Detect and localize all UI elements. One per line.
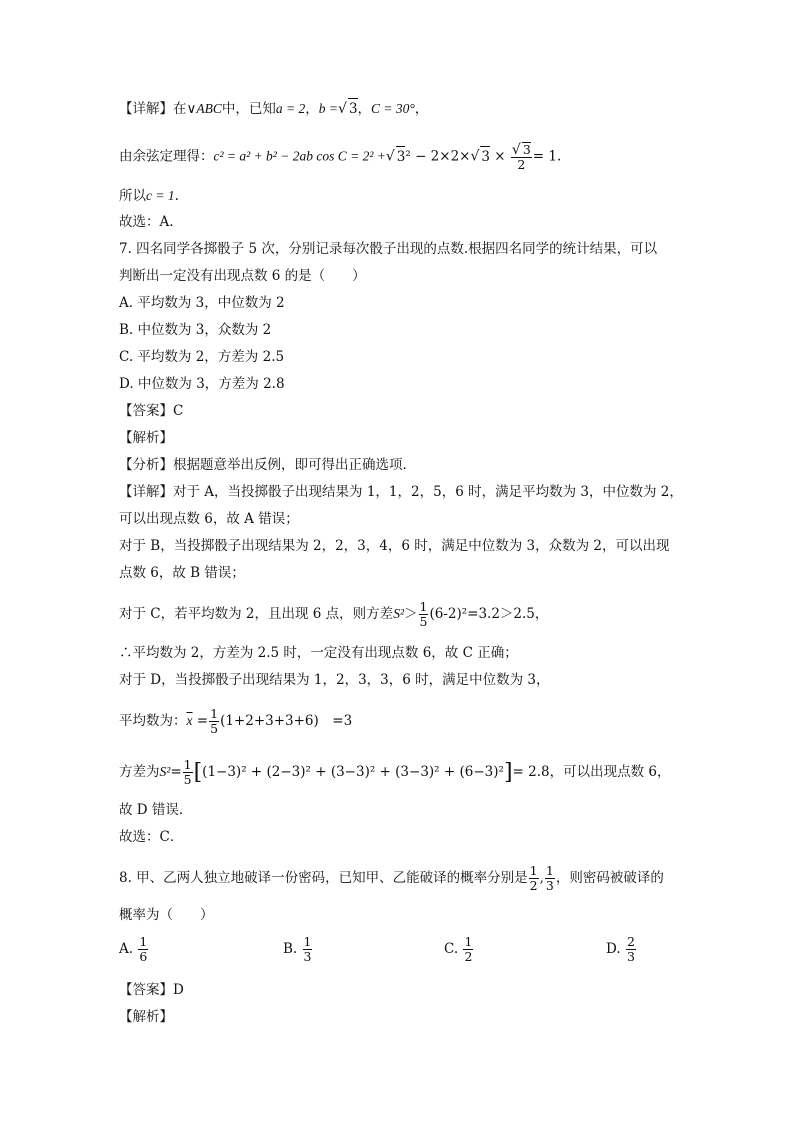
q7-detail-1: 【详解】对于 A，当投掷骰子出现结果为 1，1，2，5，6 时，满足平均数为 3，中位数为 2， xyxy=(119,484,683,500)
q7-option-d: D. 中位数为 3，方差为 2.8 xyxy=(119,376,285,392)
text: 在 xyxy=(173,101,187,117)
q7-answer: 【答案】C xyxy=(119,403,184,419)
eq-sign: = xyxy=(170,764,182,780)
cosine-mid: ² − 2×2× xyxy=(405,148,471,165)
q7-detail-9: 方差为S²= $\frac{1}{5}$ [(1−3)² + (2−3)² + (3−3)² + (3−3)² + (6−3)²]= 2.8，可以出现点数 6， xyxy=(119,757,671,787)
text: 8. 甲、乙两人独立地破译一份密码，已知甲、乙能破译的概率分别是 xyxy=(119,870,528,886)
one-fifth: $\frac{1}{5}$ xyxy=(210,706,219,736)
q7-detail-5 xyxy=(119,600,548,629)
frac-1-3: $\frac{1}{3}$ xyxy=(303,934,312,964)
cosine-lhs: c² = a² + b² − 2ab cos C = 2² + xyxy=(213,148,386,164)
q8-analysis: 【解析】 xyxy=(119,1009,173,1025)
text: ，则密码被破译的 xyxy=(555,870,664,886)
mean-expr: (1+2+3+3+6) =3 xyxy=(220,713,353,729)
q7-detail-4: 点数 6，故 B 错误； xyxy=(119,565,245,581)
q6-choose: 故选：A. xyxy=(119,214,174,230)
comma: ， xyxy=(414,101,429,117)
q6-detail-line xyxy=(119,98,428,119)
q8-option-d xyxy=(606,935,637,964)
q8-option-a xyxy=(119,935,149,964)
q7-option-c: C. 平均数为 2，方差为 2.5 xyxy=(119,349,285,365)
eq-sign: = xyxy=(196,713,209,729)
frac-1-2: $\frac{1}{2}$ xyxy=(464,934,473,964)
q7-detail-8 xyxy=(119,707,352,736)
text: 方差为 xyxy=(119,764,160,780)
sqrt3-over-2: $\frac{√ 3}{2}$ xyxy=(511,142,531,172)
q7-stem-1: 7. 四名同学各掷骰子 5 次，分别记录每次骰子出现的点数.根据四名同学的统计结果，可以 xyxy=(119,241,658,257)
option-label: D. xyxy=(606,941,621,957)
mean-symbol: $\overline{x}$ xyxy=(186,713,193,728)
variance-result: = 2.8，可以出现点数 6， xyxy=(512,764,671,780)
comma: ， xyxy=(305,101,319,117)
q7-detail-10: 故 D 错误． xyxy=(119,802,193,818)
option-label: C. xyxy=(444,941,459,957)
prob-half: $\frac{1}{2}$ xyxy=(529,863,538,893)
q8-stem-1 xyxy=(119,864,664,893)
q7-option-a: A. 平均数为 3，中位数为 2 xyxy=(119,295,285,311)
gt-sign: ＞ xyxy=(404,606,418,622)
q7-choose: 故选：C． xyxy=(119,829,184,845)
one-fifth: $\frac{1}{5}$ xyxy=(183,757,192,787)
text: 由余弦定理得： xyxy=(119,148,214,165)
q8-answer: 【答案】D xyxy=(119,982,184,998)
variance-terms: (1−3)² + (2−3)² + (3−3)² + (3−3)² + (6−3)² xyxy=(202,764,504,780)
period: . xyxy=(174,188,179,204)
frac-1-6: $\frac{1}{6}$ xyxy=(139,934,148,964)
variance-symbol: S² xyxy=(393,606,404,621)
detail-tag: 【详解】 xyxy=(119,101,173,117)
one-fifth: $\frac{1}{5}$ xyxy=(419,599,428,629)
c-angle: C = 30° xyxy=(371,101,415,116)
q7-detail-6: ∴平均数为 2，方差为 2.5 时，一定没有出现点数 6，故 C 正确； xyxy=(119,645,518,661)
q8-option-b xyxy=(283,935,313,964)
q7-detail-3: 对于 B，当投掷骰子出现结果为 2，2，3，4，6 时，满足中位数为 3，众数为 2，可以出现 xyxy=(119,538,670,554)
option-label: B. xyxy=(283,941,298,957)
sqrt-sign: √ xyxy=(385,148,395,165)
comma: , xyxy=(539,870,544,886)
text: 中，已知 xyxy=(221,101,276,117)
q7-stem-2: 判断出一定没有出现点数 6 的是（ ） xyxy=(119,268,366,284)
sqrt-sign: √ xyxy=(470,148,480,165)
c-result: c = 1 xyxy=(146,188,175,203)
cosine-rule-line: 由余弦定理得：c² = a² + b² − 2ab cos C = 2² +√ 3² − 2×2×√ 3 × $\frac{√ 3}{2}$ = 1. xyxy=(119,142,562,172)
q8-stem-2: 概率为（ ） xyxy=(119,907,214,923)
text: 对于 C，若平均数为 2，且出现 6 点，则方差 xyxy=(119,606,394,622)
option-label: A. xyxy=(119,941,134,957)
sqrt-3: 3 xyxy=(480,146,490,167)
sqrt-sign: √ xyxy=(338,101,347,117)
sqrt-3: 3 xyxy=(348,98,358,119)
text: 所以 xyxy=(119,188,146,204)
q7-detail-7: 对于 D，当投掷骰子出现结果为 1，2，3，3，6 时，满足中位数为 3， xyxy=(119,672,550,688)
period: . xyxy=(556,148,562,165)
text: 平均数为： xyxy=(119,713,187,729)
variance-expr: (6-2)²=3.2＞2.5， xyxy=(429,606,549,622)
q7-option-b: B. 中位数为 3，众数为 2 xyxy=(119,322,272,338)
q7-analysis: 【解析】 xyxy=(119,430,173,446)
a-value: a = 2 xyxy=(275,101,306,116)
variance-symbol: S² xyxy=(159,764,171,779)
q7-fenxi: 【分析】根据题意举出反例，即可得出正确选项． xyxy=(119,457,416,473)
q8-option-c xyxy=(444,935,474,964)
cosine-result: = 1 xyxy=(532,148,557,165)
q7-detail-2: 可以出现点数 6，故 A 错误； xyxy=(119,511,299,527)
b-value: b = xyxy=(318,101,339,116)
sqrt-3: 3 xyxy=(396,146,406,167)
so-line xyxy=(119,186,179,206)
prob-third: $\frac{1}{3}$ xyxy=(545,863,554,893)
comma: ， xyxy=(357,101,372,117)
frac-2-3: $\frac{2}{3}$ xyxy=(626,934,635,964)
triangle-abc: ∨ABC xyxy=(186,101,222,116)
